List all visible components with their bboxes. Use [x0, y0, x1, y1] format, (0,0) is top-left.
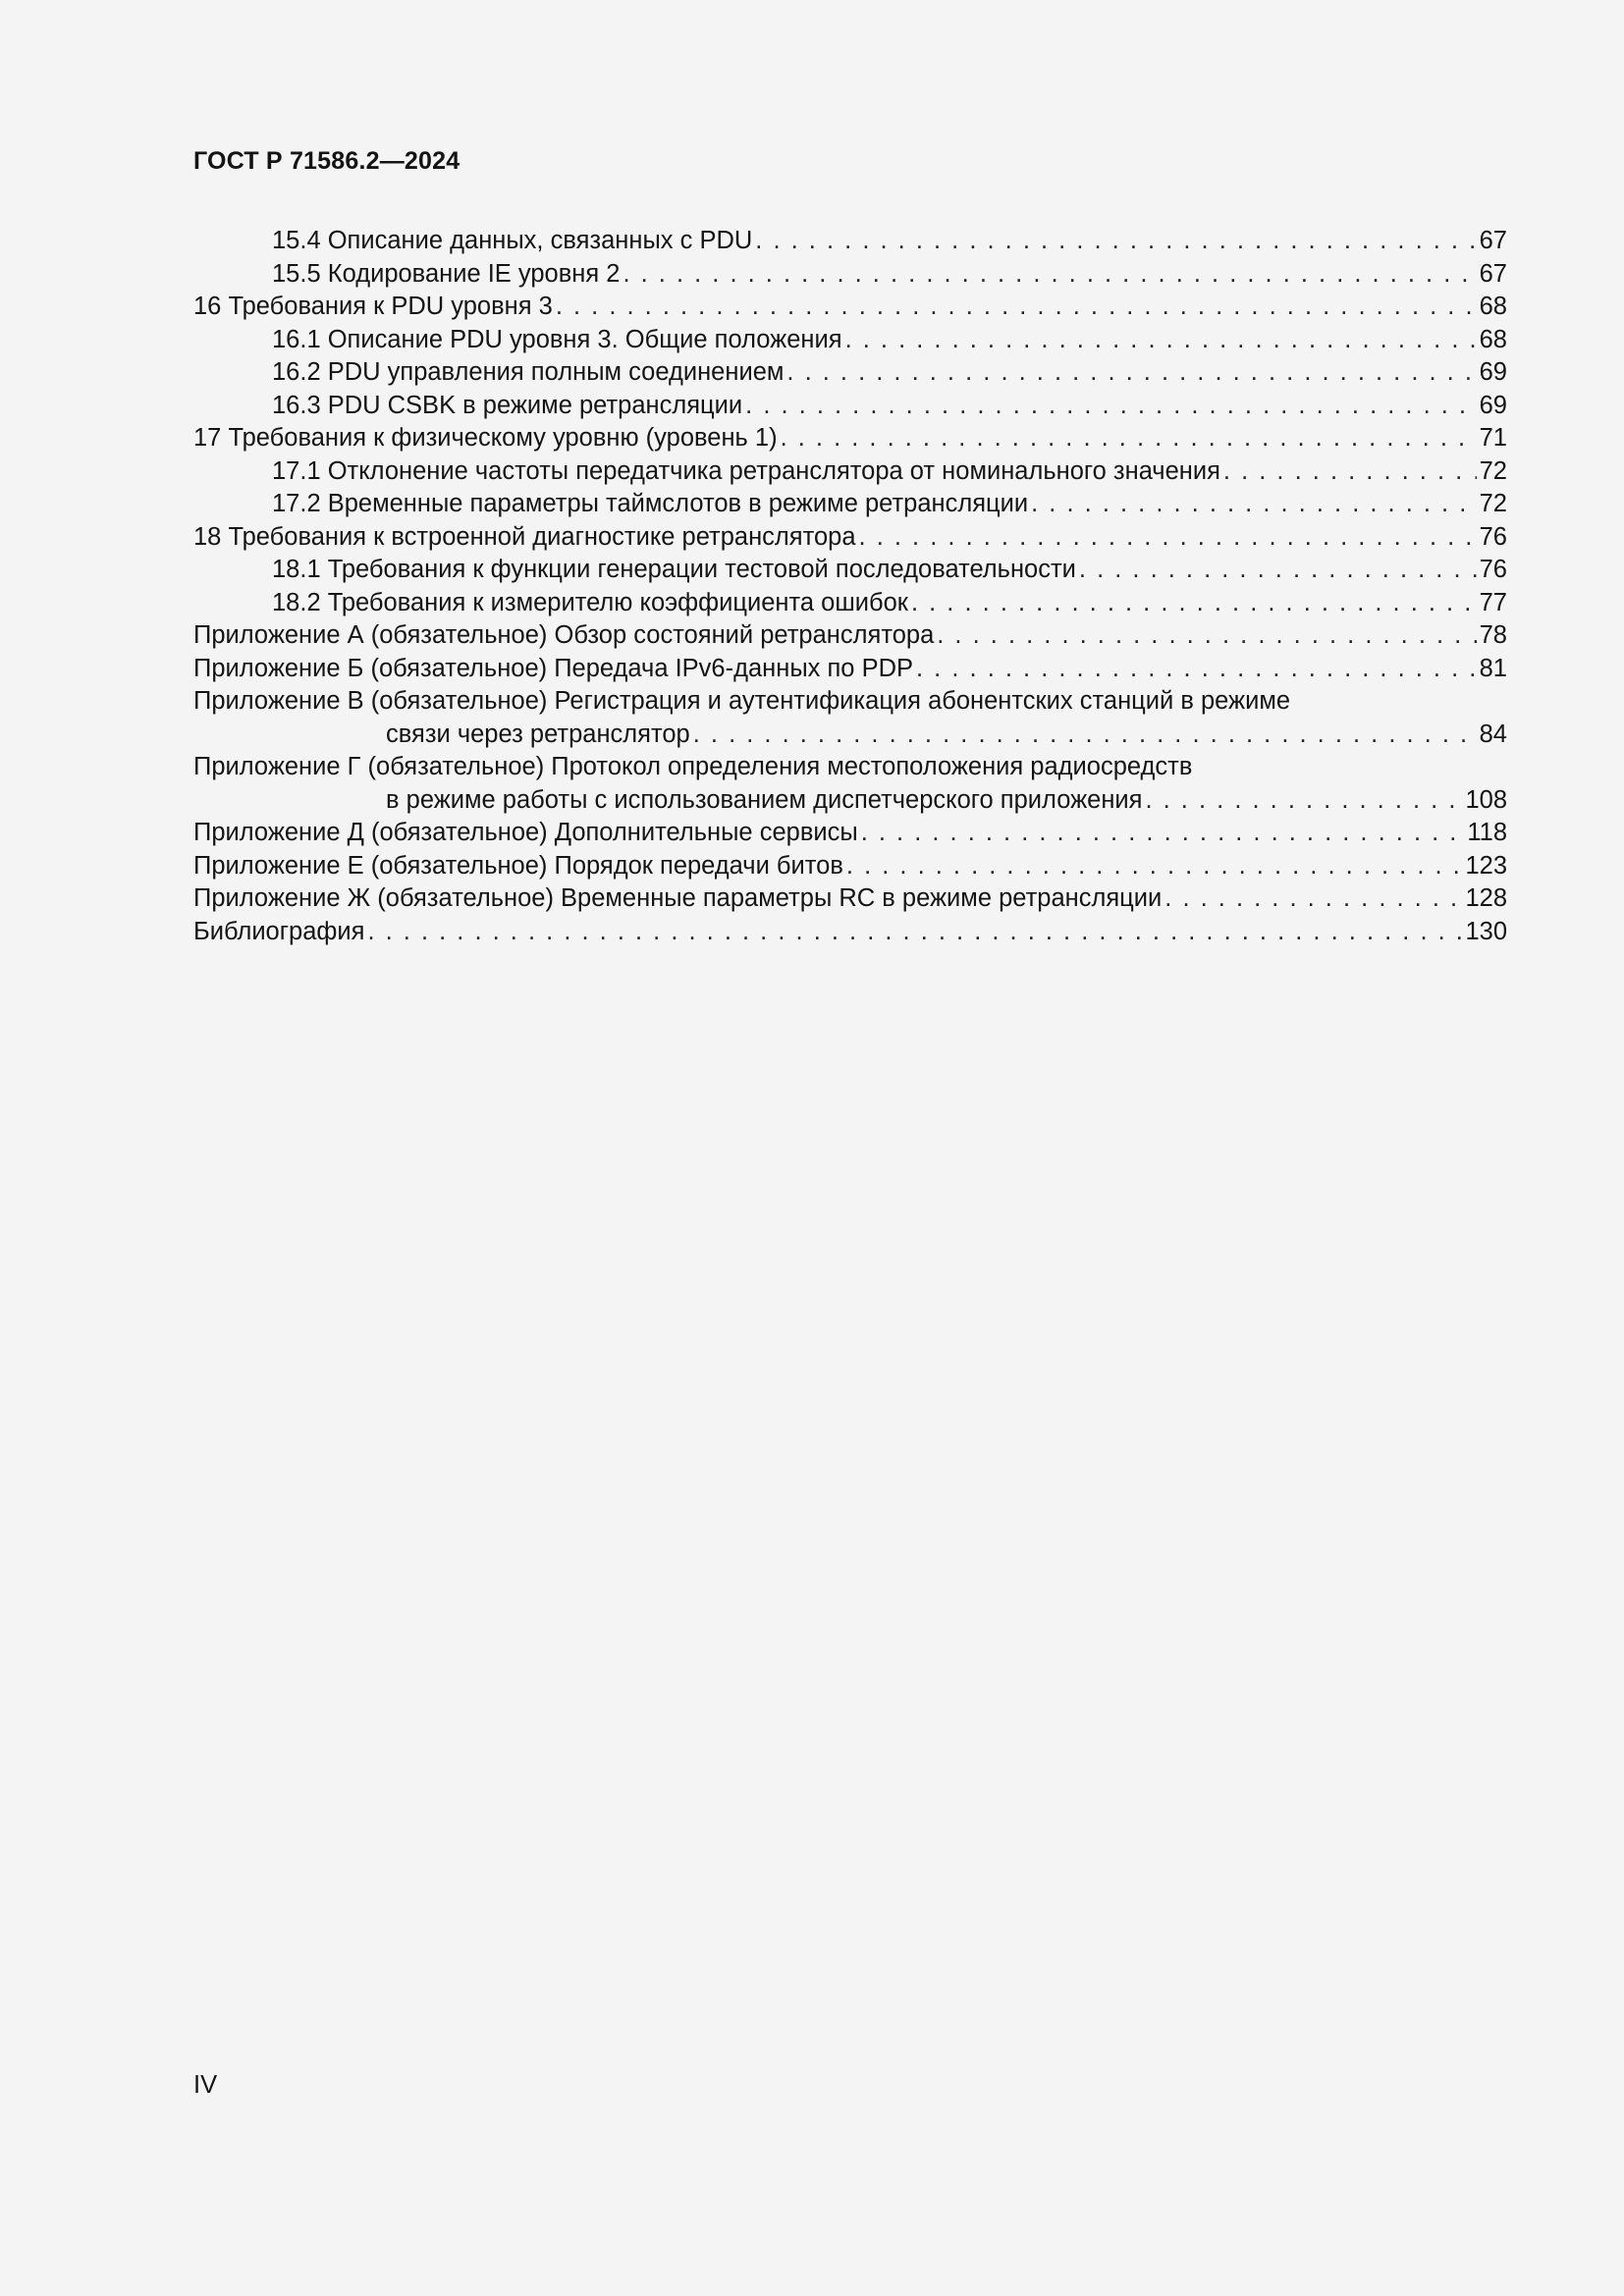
toc-entry[interactable] — [193, 291, 1507, 324]
toc-entry-page: 68 — [1479, 325, 1507, 353]
table-of-contents — [193, 225, 1507, 948]
toc-entry[interactable] — [193, 455, 1507, 489]
toc-entry-page: 67 — [1479, 227, 1507, 254]
toc-entry[interactable] — [193, 882, 1507, 916]
toc-entry-title: 17 Требования к физическому уровню (уровень 1) — [193, 424, 778, 452]
toc-dot-leader — [937, 619, 1476, 653]
toc-entry-page: 128 — [1465, 884, 1507, 912]
toc-entry-page: 84 — [1479, 720, 1507, 748]
document-header-title: ГОСТ Р 71586.2—2024 — [193, 147, 460, 175]
toc-entry-title-continuation: в режиме работы с использованием диспетчерского приложения — [386, 785, 1143, 814]
toc-dot-leader — [846, 850, 1463, 883]
toc-entry[interactable] — [193, 225, 1507, 258]
toc-entry-title: 17.1 Отклонение частоты передатчика ретранслятора от номинального значения — [272, 456, 1220, 485]
toc-entry[interactable] — [193, 850, 1507, 883]
toc-entry[interactable] — [193, 587, 1507, 620]
toc-dot-leader — [861, 817, 1465, 850]
toc-dot-leader — [859, 521, 1477, 555]
toc-dot-leader — [845, 324, 1477, 357]
toc-entry-title: Приложение В (обязательное) Регистрация и аутентификация абонентских станций в режиме — [193, 687, 1291, 715]
toc-dot-leader — [1164, 882, 1462, 916]
toc-entry-page: 72 — [1479, 456, 1507, 485]
toc-entry-page: 71 — [1479, 424, 1507, 452]
toc-entry-page: 69 — [1479, 391, 1507, 419]
toc-dot-leader — [1079, 554, 1477, 587]
toc-dot-leader — [786, 356, 1476, 390]
toc-dot-leader — [1223, 455, 1477, 489]
toc-entry[interactable] — [193, 817, 1507, 850]
toc-entry-title: 16.3 PDU CSBK в режиме ретрансляции — [272, 391, 743, 419]
toc-entry-title: Приложение Ж (обязательное) Временные параметры RC в режиме ретрансляции — [193, 884, 1163, 912]
toc-entry-page: 68 — [1479, 293, 1507, 320]
toc-entry[interactable] — [193, 916, 1507, 949]
toc-entry-page: 118 — [1467, 819, 1507, 846]
toc-entry[interactable] — [193, 390, 1507, 423]
toc-entry-title: 15.4 Описание данных, связанных с PDU — [272, 227, 753, 254]
toc-entry-page: 130 — [1465, 917, 1507, 945]
toc-entry-page: 77 — [1479, 588, 1507, 616]
toc-entry-continuation[interactable] — [193, 784, 1507, 818]
toc-entry-page: 67 — [1479, 259, 1507, 288]
toc-entry-title: 18.1 Требования к функции генерации тестовой последовательности — [272, 556, 1076, 583]
toc-entry-page: 81 — [1479, 654, 1507, 682]
toc-dot-leader — [623, 258, 1476, 292]
toc-entry[interactable] — [193, 653, 1507, 686]
toc-dot-leader — [755, 225, 1476, 258]
toc-entry-page: 108 — [1465, 785, 1507, 814]
toc-dot-leader — [916, 653, 1477, 686]
toc-entry-continuation[interactable] — [193, 719, 1507, 752]
toc-entry-page: 123 — [1465, 851, 1507, 880]
toc-entry-title: Приложение Е (обязательное) Порядок передачи битов — [193, 851, 843, 880]
page-number: IV — [193, 2071, 218, 2099]
toc-entry-title: 18.2 Требования к измерителю коэффициента ошибок — [272, 588, 908, 616]
toc-entry[interactable] — [193, 422, 1507, 455]
toc-dot-leader — [1031, 488, 1476, 521]
toc-entry-title: Приложение Г (обязательное) Протокол определения местоположения радиосредств — [193, 753, 1193, 780]
toc-dot-leader — [745, 390, 1476, 423]
toc-entry-title: Приложение Б (обязательное) Передача IPv6-данных по PDP — [193, 654, 914, 682]
toc-entry-title: Приложение А (обязательное) Обзор состояний ретранслятора — [193, 621, 935, 649]
toc-entry[interactable] — [193, 356, 1507, 390]
toc-dot-leader — [367, 916, 1462, 949]
toc-entry-title: 15.5 Кодирование IE уровня 2 — [272, 259, 621, 288]
toc-entry-title: 16.2 PDU управления полным соединением — [272, 358, 785, 386]
toc-entry-title: Приложение Д (обязательное) Дополнительные сервисы — [193, 819, 858, 846]
toc-entry-page: 76 — [1479, 522, 1507, 551]
toc-dot-leader — [556, 291, 1477, 324]
toc-entry-title: 16.1 Описание PDU уровня 3. Общие положения — [272, 325, 842, 353]
toc-entry[interactable] — [193, 324, 1507, 357]
toc-dot-leader — [1145, 784, 1462, 818]
toc-entry-title: 17.2 Временные параметры таймслотов в режиме ретрансляции — [272, 490, 1029, 517]
toc-entry[interactable] — [193, 488, 1507, 521]
toc-dot-leader — [911, 587, 1477, 620]
toc-entry-page: 78 — [1479, 621, 1507, 649]
toc-entry-page: 69 — [1479, 358, 1507, 386]
toc-entry[interactable] — [193, 619, 1507, 653]
toc-entry-page: 76 — [1479, 556, 1507, 583]
toc-entry[interactable] — [193, 685, 1507, 719]
toc-entry-title: Библиография — [193, 917, 365, 945]
toc-dot-leader — [693, 719, 1477, 752]
toc-entry-title-continuation: связи через ретранслятор — [386, 720, 690, 748]
toc-entry[interactable] — [193, 751, 1507, 784]
toc-entry[interactable] — [193, 258, 1507, 292]
toc-entry-title: 18 Требования к встроенной диагностике ретранслятора — [193, 522, 856, 551]
toc-entry[interactable] — [193, 554, 1507, 587]
toc-entry-title: 16 Требования к PDU уровня 3 — [193, 293, 553, 320]
toc-entry-page: 72 — [1479, 490, 1507, 517]
toc-entry[interactable] — [193, 521, 1507, 555]
toc-dot-leader — [781, 422, 1477, 455]
